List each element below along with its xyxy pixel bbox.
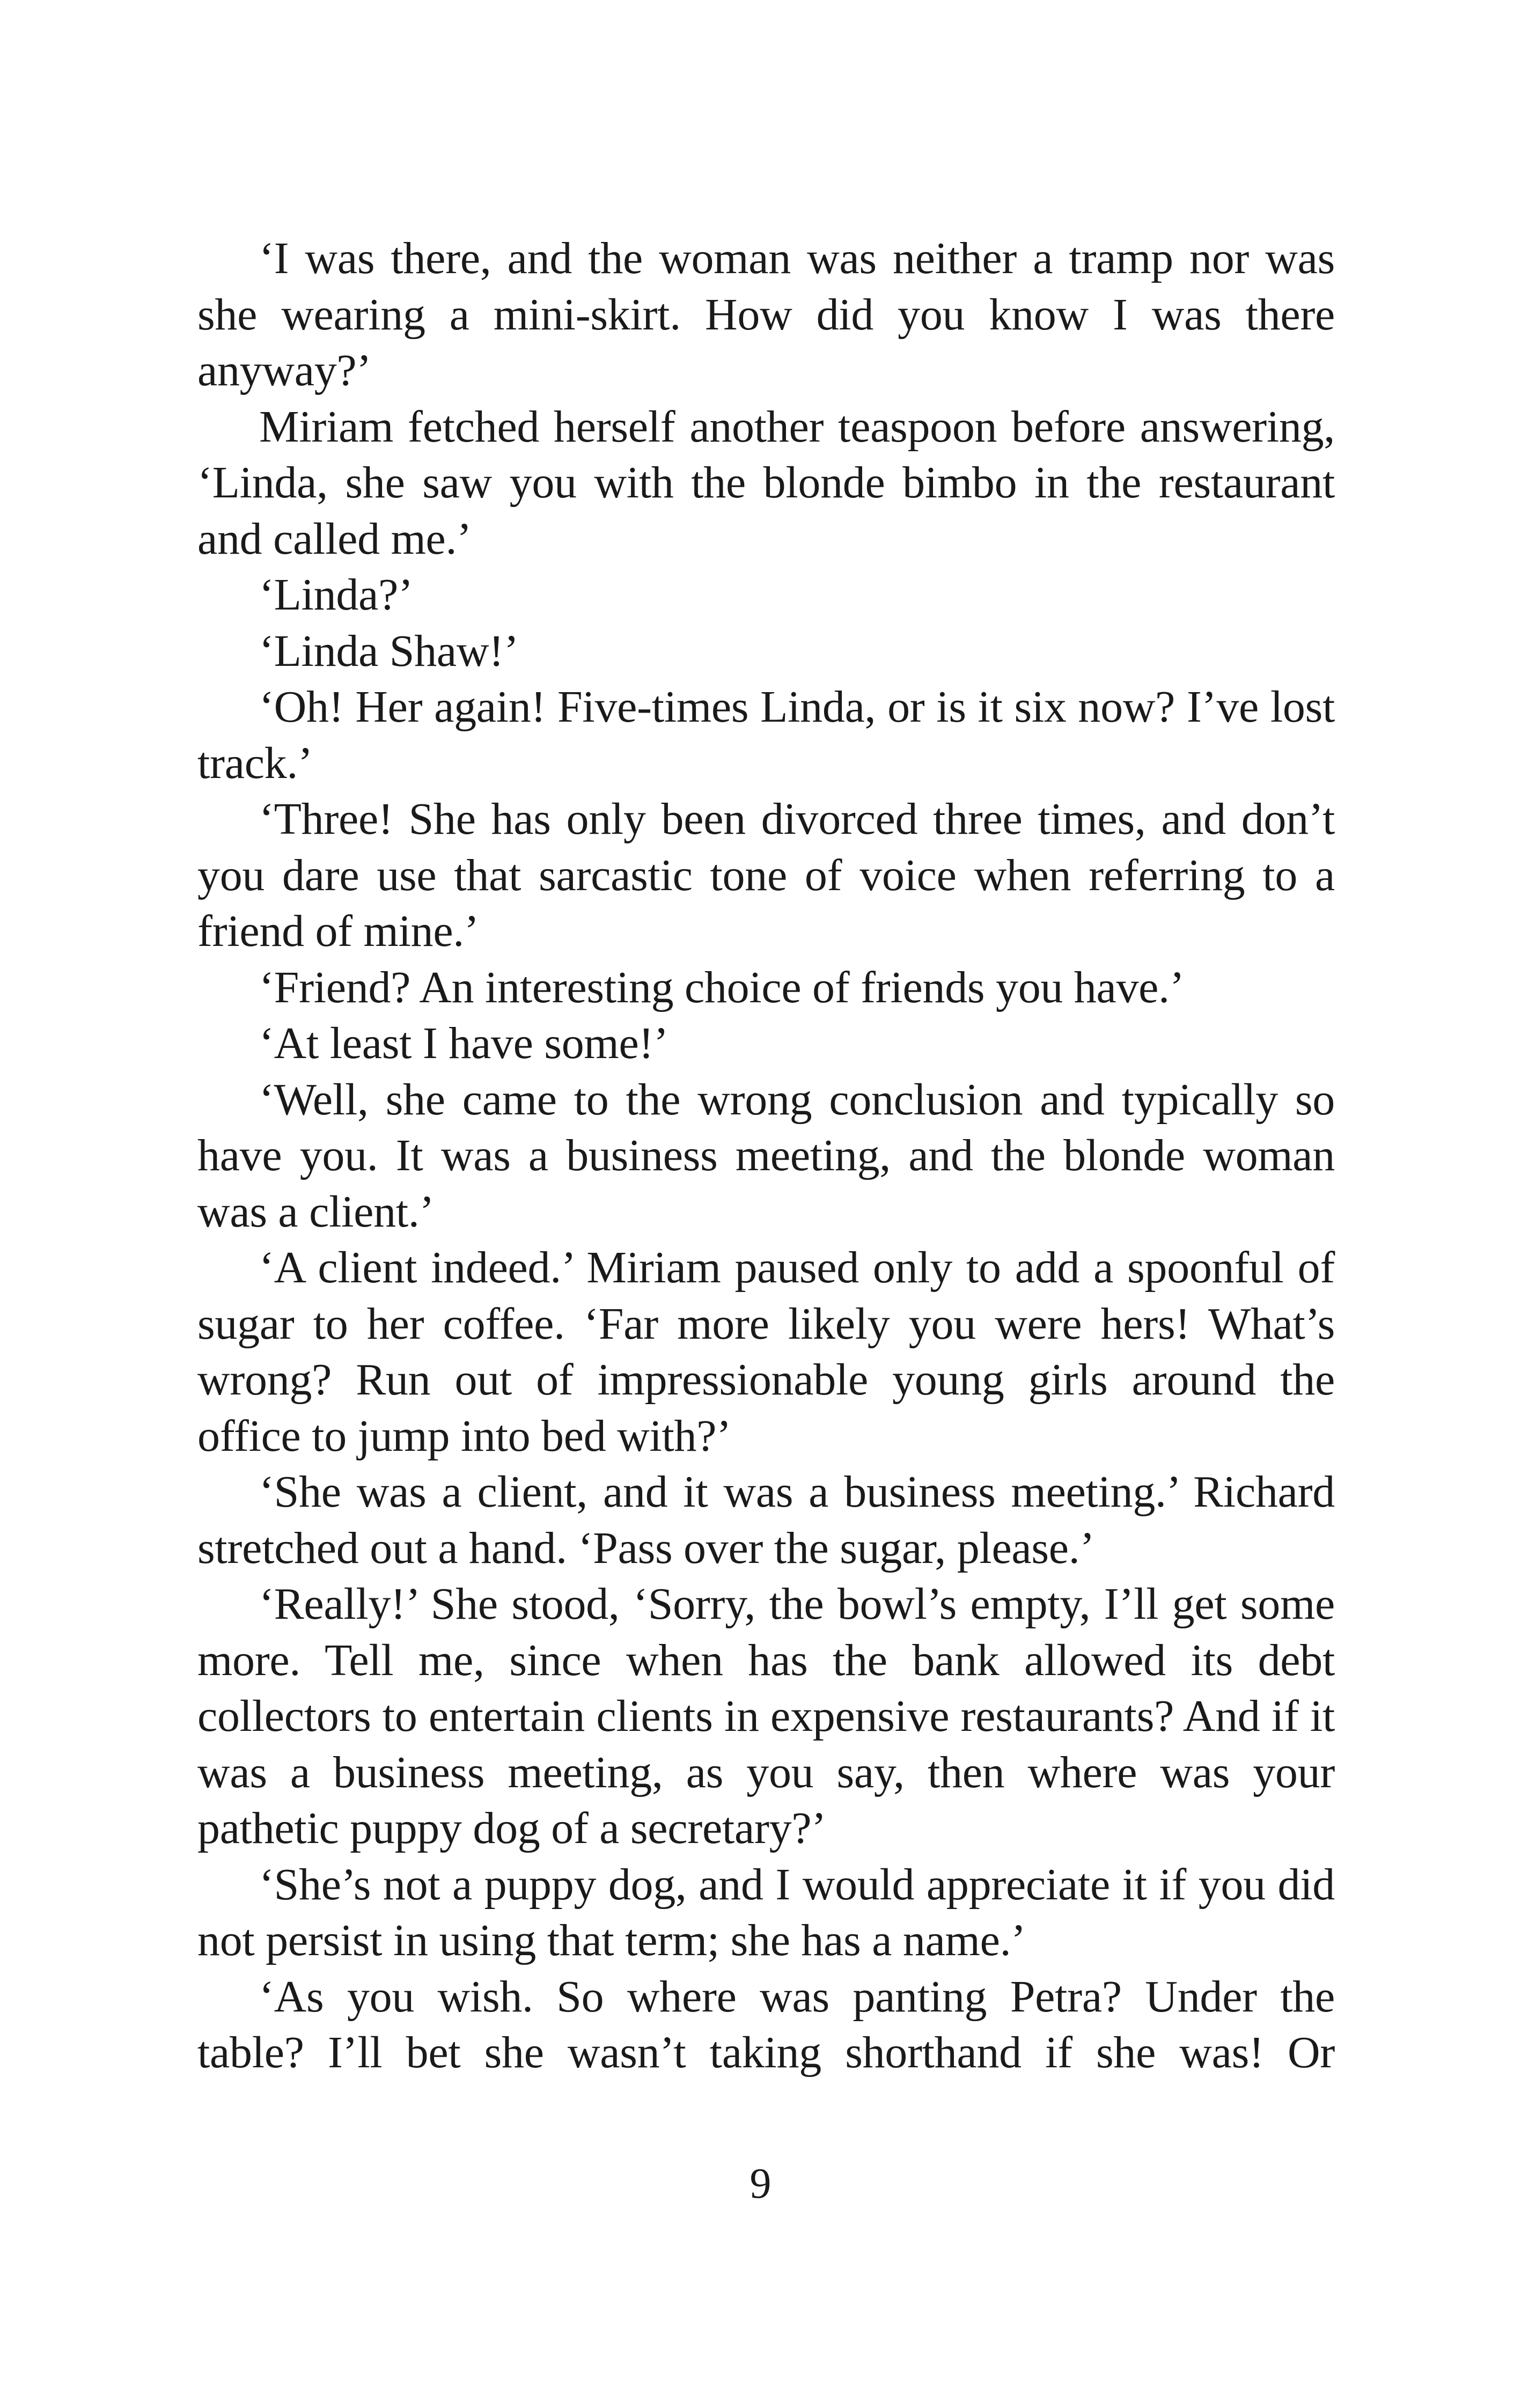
paragraph: ‘She’s not a puppy dog, and I would appreciate it if you did not persist in using that term; she has a name.’: [197, 1859, 1335, 1965]
paragraph: ‘A client indeed.’ Miriam paused only to add a spoonful of sugar to her coffee. ‘Far more likely you were hers! What’s wrong? Run out of impressionable young girls around the office to jump into bed with?’: [197, 1243, 1335, 1461]
paragraph: ‘At least I have some!’: [259, 1018, 668, 1068]
paragraph: ‘She was a client, and it was a business meeting.’ Richard stretched out a hand. ‘Pass over the sugar, please.’: [197, 1467, 1335, 1573]
paragraph: ‘Really!’ She stood, ‘Sorry, the bowl’s empty, I’ll get some more. Tell me, since when has the bank allowed its debt collectors to entertain clients in expensive restaurants? And if it was a business meeting, as you say, then where was your pathetic puppy dog of a secretary?’: [197, 1579, 1335, 1853]
paragraph: ‘I was there, and the woman was neither a tramp nor was she wearing a mini-skirt. How did you know I was there anyway?’: [197, 233, 1335, 395]
paragraph: ‘Linda Shaw!’: [259, 626, 519, 676]
paragraph: ‘Oh! Her again! Five-times Linda, or is it six now? I’ve lost track.’: [197, 682, 1335, 788]
paragraph: ‘Friend? An interesting choice of friends you have.’: [259, 962, 1185, 1012]
page-number: 9: [750, 2160, 771, 2207]
paragraph: Miriam fetched herself another teaspoon before answering, ‘Linda, she saw you with the blonde bimbo in the restaurant and called me.’: [197, 401, 1335, 564]
paragraph: ‘Three! She has only been divorced three times, and don’t you dare use that sarcastic tone of voice when referring to a friend of mine.’: [197, 794, 1335, 956]
body-text: [197, 231, 1335, 2081]
paragraph: ‘Well, she came to the wrong conclusion and typically so have you. It was a business meeting, and the blonde woman was a client.’: [197, 1074, 1335, 1237]
paragraph: ‘As you wish. So where was panting Petra? Under the table? I’ll bet she wasn’t taking shorthand if she was! Or: [197, 1971, 1335, 2077]
paragraph: ‘Linda?’: [259, 570, 413, 620]
